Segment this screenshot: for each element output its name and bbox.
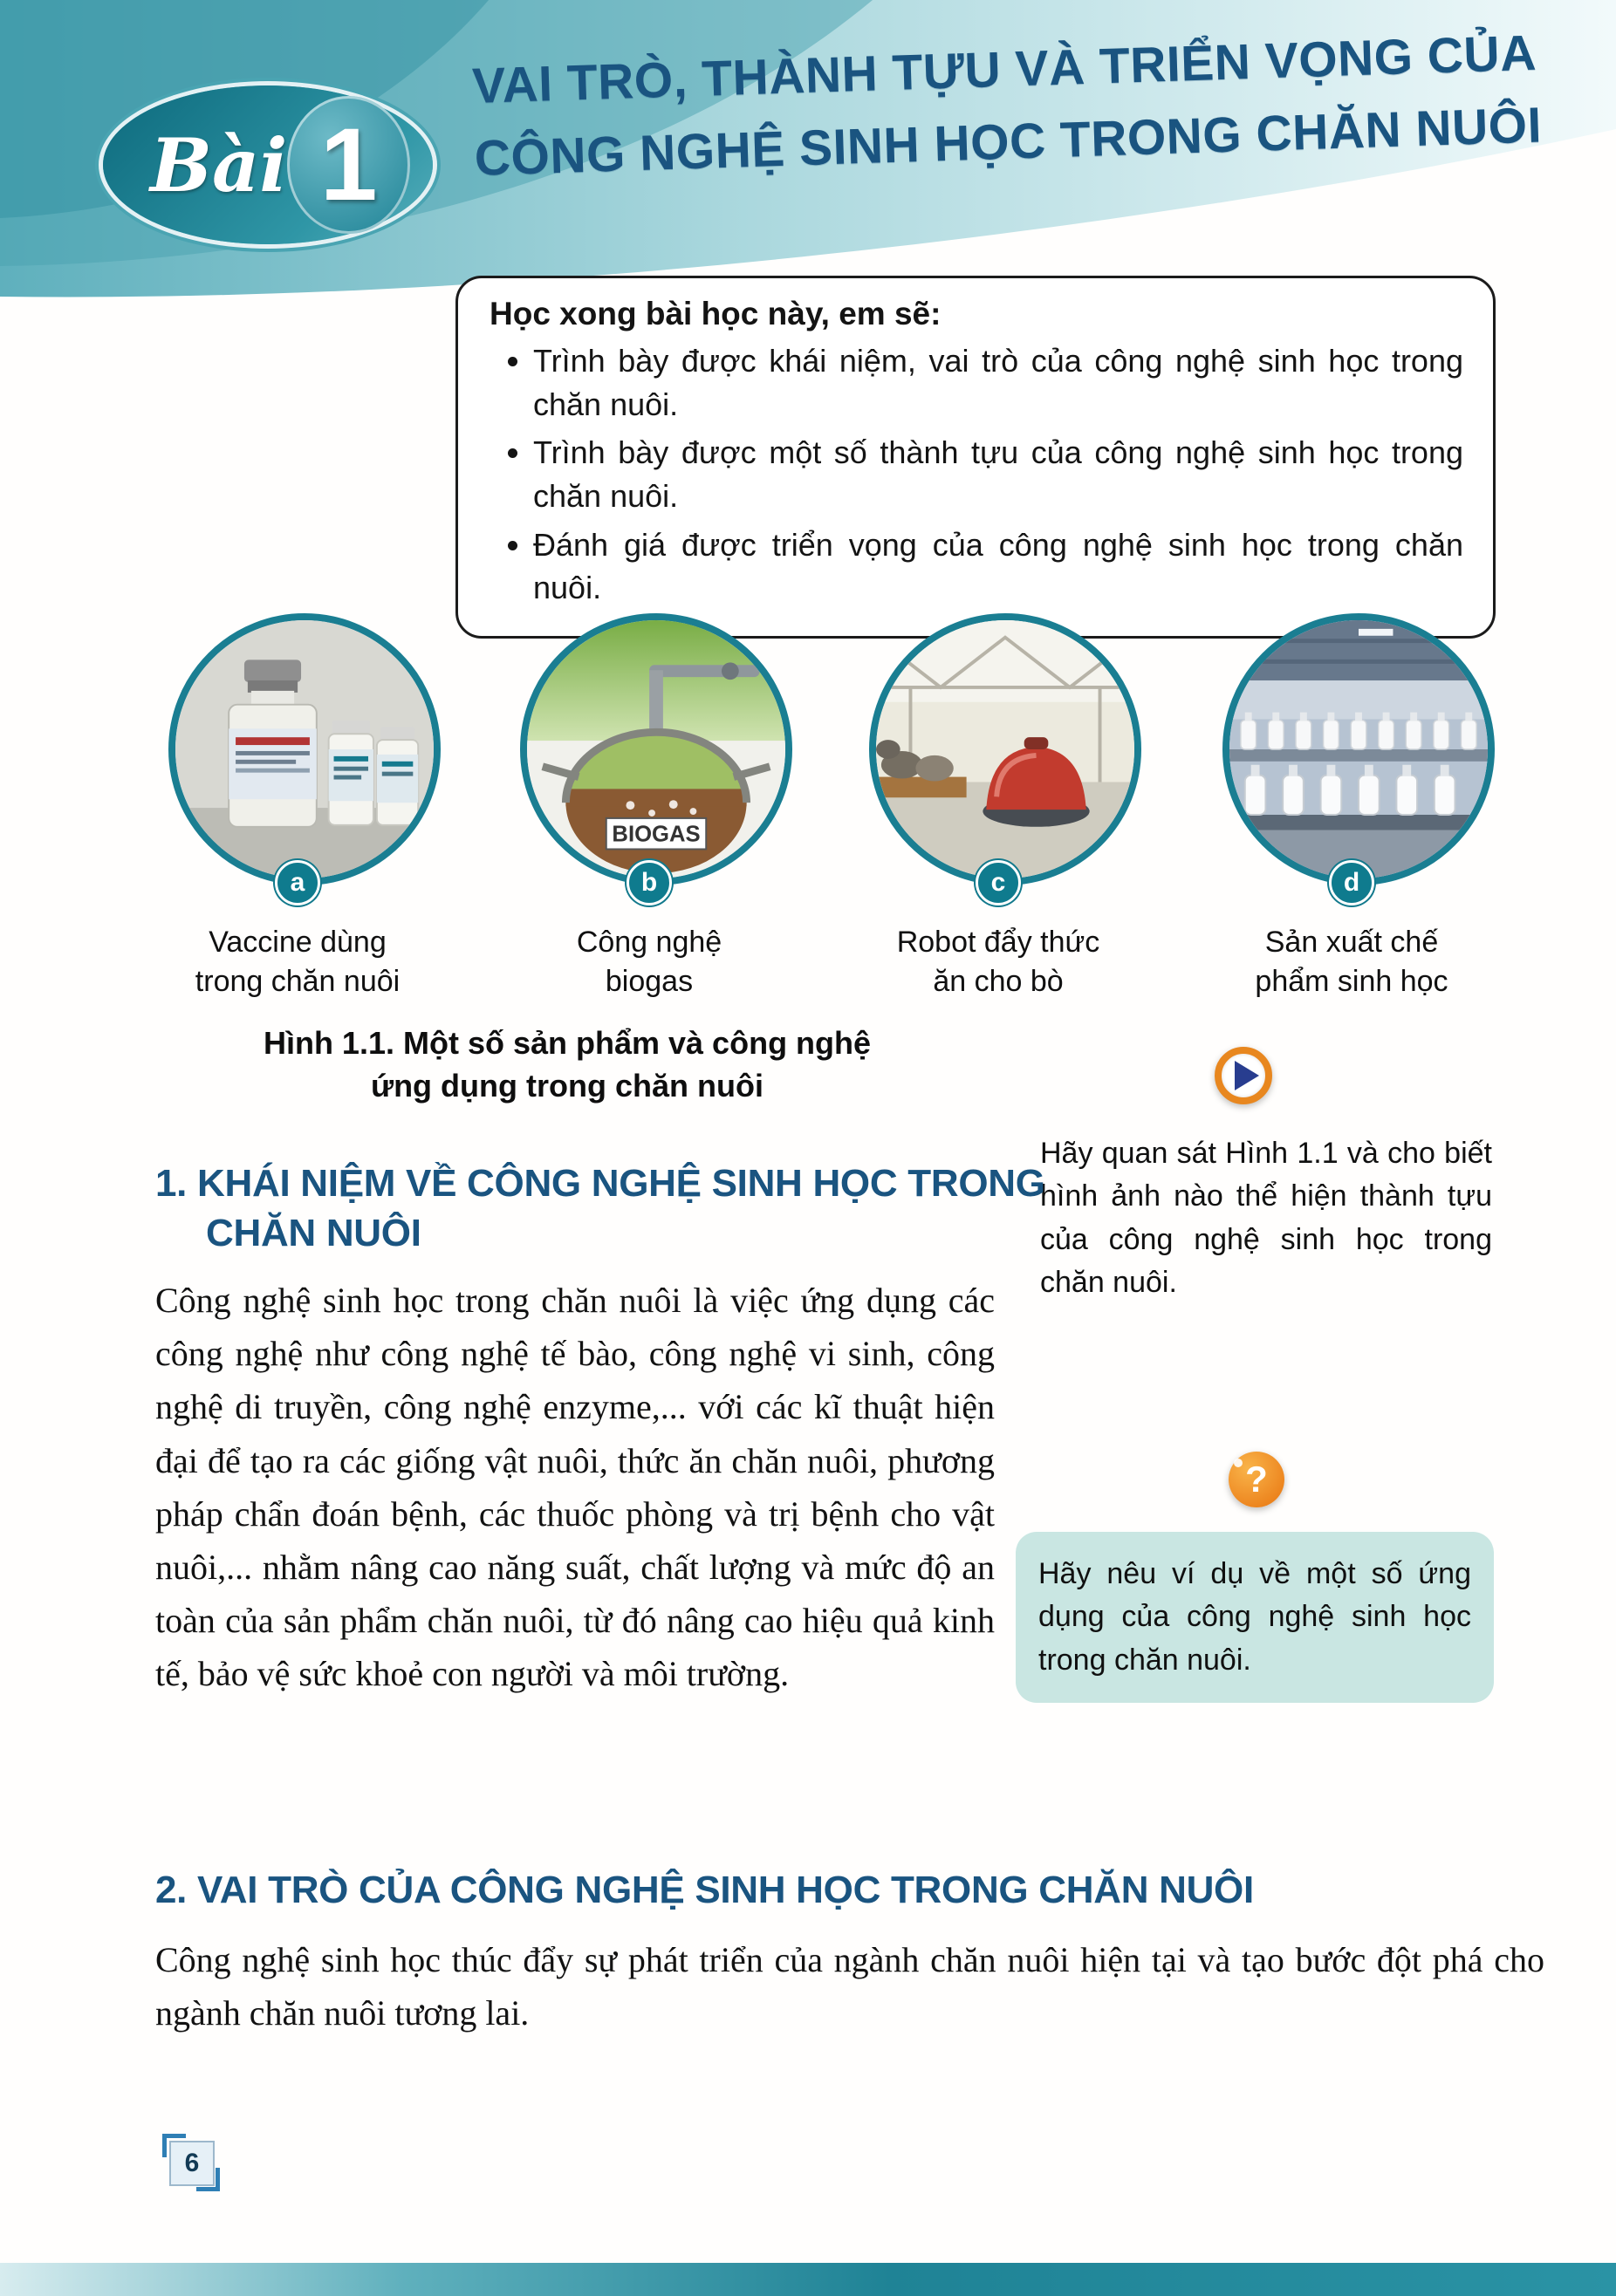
figure-caption-d: Sản xuất chế phẩm sinh học — [1255, 926, 1448, 998]
biogas-illustration — [527, 620, 785, 878]
lesson-label: Bài — [150, 121, 288, 208]
robot-illustration — [876, 620, 1134, 878]
activity-play-icon — [1215, 1047, 1272, 1104]
objective-item: • Trình bày được khái niệm, vai trò của công nghệ sinh học trong chăn nuôi. — [533, 339, 1463, 426]
question-box: Hãy nêu ví dụ về một số ứng dụng của công nghệ sinh học trong chăn nuôi. — [1016, 1532, 1494, 1703]
figure-photo-robot — [869, 613, 1141, 885]
figure-photo-vaccine — [168, 613, 441, 885]
figure-main-caption: Hình 1.1. Một số sản phẩm và công nghệ ứng dụng trong chăn nuôi — [263, 1025, 872, 1104]
objective-item: • Trình bày được một số thành tựu của công nghệ sinh học trong chăn nuôi. — [533, 431, 1463, 517]
objectives-list — [488, 339, 1463, 610]
objectives-heading: Học xong bài học này, em sẽ: — [490, 296, 942, 331]
lesson-number: 1 — [319, 107, 378, 222]
lesson-number-circle — [287, 96, 410, 234]
figure-letter-c: c — [976, 860, 1021, 905]
figure-letter-d: d — [1329, 860, 1374, 905]
question-glyph: ? — [1245, 1459, 1268, 1500]
objective-item: • Đánh giá được triển vọng của công nghệ sinh học trong chăn nuôi. — [533, 523, 1463, 610]
section2-heading: 2. VAI TRÒ CỦA CÔNG NGHỆ SINH HỌC TRONG CHĂN NUÔI — [155, 1869, 1254, 1911]
lesson-badge — [103, 85, 433, 244]
play-triangle-icon — [1235, 1061, 1259, 1090]
bottom-band — [0, 2263, 1616, 2296]
figure-caption-a: Vaccine dùng trong chăn nuôi — [195, 926, 401, 998]
section2-body: Công nghệ sinh học thúc đẩy sự phát triển của ngành chăn nuôi hiện tại và tạo bước đột phá cho ngành chăn nuôi tương lai. — [155, 1940, 1544, 2033]
figure-letter-b: b — [627, 860, 672, 905]
objectives-box — [455, 276, 1496, 639]
question-mark-icon — [1229, 1452, 1284, 1507]
figure-photo-biogas — [520, 613, 792, 885]
figure-caption-c: Robot đẩy thức ăn cho bò — [896, 926, 1100, 998]
page-title: VAI TRÒ, THÀNH TỰU VÀ TRIỂN VỌNG CỦA CÔNG NGHỆ SINH HỌC TRONG CHĂN NUÔI — [471, 24, 1543, 187]
activity-text: Hãy quan sát Hình 1.1 và cho biết hình ảnh nào thể hiện thành tựu của công nghệ sinh học trong chăn nuôi. — [1040, 1137, 1492, 1299]
page-number — [162, 2134, 220, 2191]
figure-letter-a: a — [275, 860, 320, 905]
section1-body: Công nghệ sinh học trong chăn nuôi là việc ứng dụng các công nghệ như công nghệ tế bào, công nghệ vi sinh, công nghệ di truyền, công nghệ enzyme,... với các kĩ thuật hiện đại để tạo ra các giống vật nuôi, thức ăn chăn nuôi, phương pháp chẩn đoán bệnh, các thuốc phòng và trị bệnh cho vật nuôi,... nhằm nâng cao năng suất, chất lượng và mức độ an toàn của sản phẩm chăn nuôi, từ đó nâng cao hiệu quả kinh tế, bảo vệ sức khoẻ con người và môi trường. — [155, 1281, 995, 1694]
figure-photo-factory — [1222, 613, 1495, 885]
factory-illustration — [1229, 620, 1488, 878]
vaccine-illustration — [175, 620, 434, 878]
page-number-value: 6 — [169, 2141, 215, 2186]
biogas-label: BIOGAS — [612, 822, 701, 847]
figure-caption-b: Công nghệ biogas — [576, 926, 722, 998]
section1-heading: 1. KHÁI NIỆM VỀ CÔNG NGHỆ SINH HỌC TRONG CHĂN NUÔI — [155, 1162, 1045, 1255]
